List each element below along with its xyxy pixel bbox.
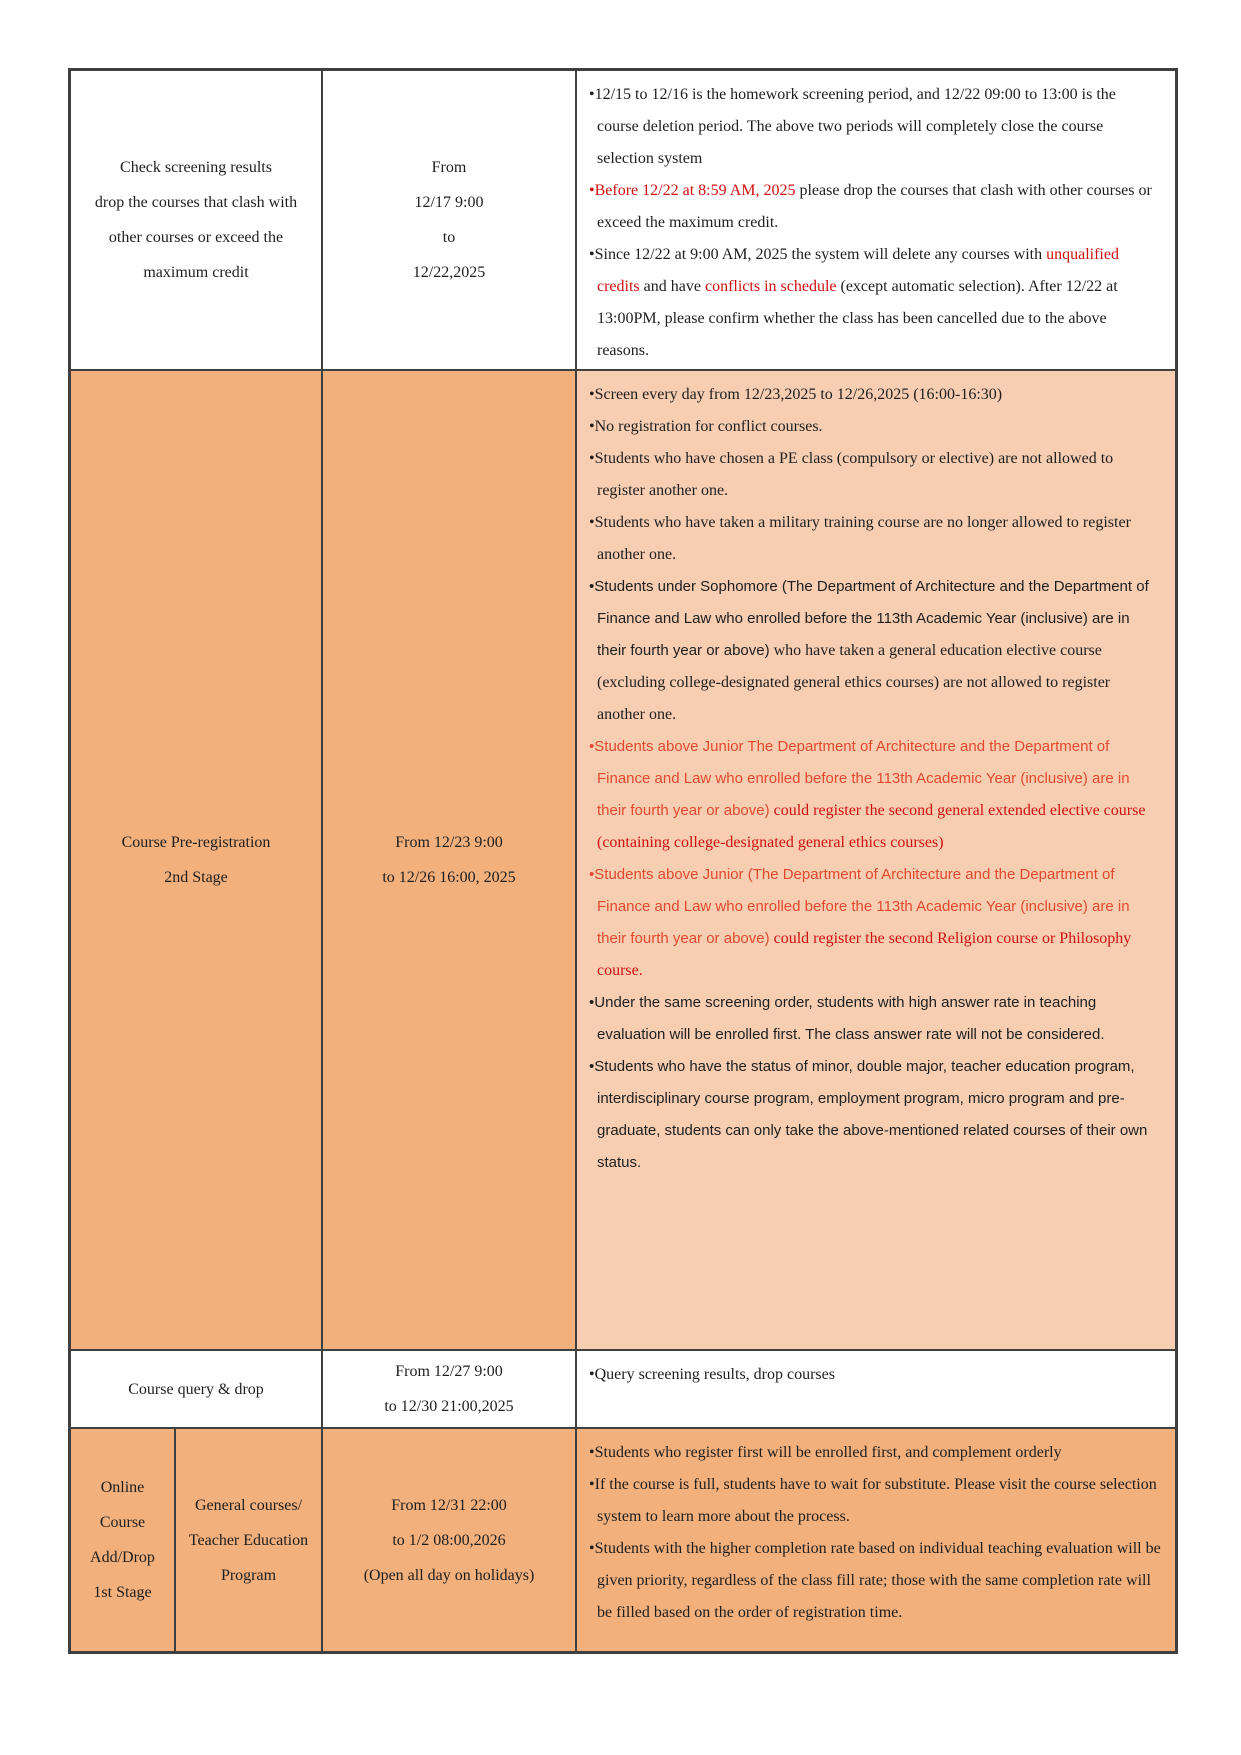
note-text: Students above Junior (The Department of Architecture and the Department of Finance and Law who enrolled before the 113th Academic Year (inclusive) are in their fourth year or above) — [594, 866, 1130, 947]
note-item — [589, 1533, 1161, 1629]
note-item — [589, 987, 1161, 1051]
note-text: could register the second Religion course or Philosophy course. — [597, 930, 1132, 979]
note-item — [589, 1051, 1161, 1179]
note-item — [589, 1469, 1161, 1533]
bullet-icon: • — [589, 514, 595, 531]
preregistration-period-cell — [323, 371, 577, 1351]
note-text: Students who have taken a military training course are no longer allowed to register another one. — [594, 514, 1131, 563]
query-notes-cell — [577, 1351, 1175, 1429]
query-task-cell — [71, 1351, 323, 1429]
adddrop-notes-cell — [577, 1429, 1175, 1651]
note-item — [589, 571, 1161, 731]
text-line: From 12/31 22:00 — [391, 1496, 507, 1514]
note-text: please drop the courses that clash with other courses or exceed the maximum credit. — [597, 182, 1152, 231]
schedule-table — [68, 68, 1178, 1654]
text-line: 12/17 9:00 — [414, 194, 484, 211]
text-line: Course query & drop — [128, 1380, 264, 1398]
bullet-icon: • — [589, 578, 595, 595]
text-line: (Open all day on holidays) — [363, 1566, 535, 1584]
adddrop-stage-cell — [71, 1429, 176, 1651]
text-line: maximum credit — [143, 264, 249, 281]
text-line: to 1/2 08:00,2026 — [392, 1531, 506, 1549]
bullet-icon: • — [589, 866, 595, 883]
text-line: drop the courses that clash with — [94, 194, 298, 211]
text-line: Program — [220, 1566, 277, 1584]
note-text: Students above Junior The Department of Architecture and the Department of Finance and Law who enrolled before the 113th Academic Year (inclusive) are in their fourth year or above) — [594, 738, 1130, 819]
preregistration-notes-cell — [577, 371, 1175, 1351]
note-text: Students who have the status of minor, double major, teacher education program, interdisciplinary course program, employment program, micro program and pre-graduate, students can only take the above-mentioned related courses of their own status. — [594, 1058, 1148, 1171]
adddrop-period-cell — [323, 1429, 577, 1651]
note-text: 12/15 to 12/16 is the homework screening period, and 12/22 09:00 to 13:00 is the course deletion period. The above two periods will completely close the course selection system — [594, 86, 1116, 167]
note-item — [589, 507, 1161, 571]
note-item — [589, 175, 1161, 239]
bullet-icon: • — [589, 182, 595, 199]
text-line: From — [431, 159, 467, 176]
bullet-icon: • — [589, 386, 595, 403]
note-item — [589, 1359, 1161, 1391]
note-text: Query screening results, drop courses — [594, 1366, 835, 1383]
note-text: and have — [639, 278, 705, 295]
note-text: Students with the higher completion rate based on individual teaching evaluation will be given priority, regardless of the class fill rate; those with the same completion rate will be filled based on the order of registration time. — [594, 1540, 1161, 1621]
text-line: Teacher Education — [188, 1531, 309, 1549]
bullet-icon: • — [589, 246, 595, 263]
note-item — [589, 379, 1161, 411]
text-line: Course Pre-registration — [121, 834, 271, 851]
note-item — [589, 731, 1161, 859]
adddrop-category-cell — [176, 1429, 323, 1651]
note-text: Before 12/22 at 8:59 AM, 2025 — [594, 182, 796, 199]
text-line: Add/Drop — [90, 1549, 155, 1566]
note-text: Since 12/22 at 9:00 AM, 2025 the system will delete any courses with — [594, 246, 1047, 263]
bullet-icon: • — [589, 450, 595, 467]
note-text: Under the same screening order, students with high answer rate in teaching evaluation will be enrolled first. The class answer rate will not be considered. — [594, 994, 1105, 1043]
note-item — [589, 411, 1161, 443]
bullet-icon: • — [589, 1366, 595, 1383]
note-item — [589, 239, 1161, 367]
screening-period-cell — [323, 71, 577, 371]
screening-notes-cell — [577, 71, 1175, 371]
text-line: 1st Stage — [93, 1584, 152, 1601]
note-text: could register the second general extended elective course (containing college-designated general ethics courses) — [597, 802, 1146, 851]
bullet-icon: • — [589, 86, 595, 103]
text-line: other courses or exceed the — [108, 229, 284, 246]
note-text: Students who have chosen a PE class (compulsory or elective) are not allowed to register another one. — [594, 450, 1114, 499]
text-line: General courses/ — [194, 1496, 303, 1514]
bullet-icon: • — [589, 1444, 595, 1461]
note-item — [589, 859, 1161, 987]
text-line: 12/22,2025 — [412, 264, 486, 281]
note-text: If the course is full, students have to wait for substitute. Please visit the course selection system to learn more about the process. — [594, 1476, 1157, 1525]
bullet-icon: • — [589, 418, 595, 435]
text-line: to 12/26 16:00, 2025 — [382, 869, 516, 886]
bullet-icon: • — [589, 1058, 595, 1075]
preregistration-task-cell — [71, 371, 323, 1351]
bullet-icon: • — [589, 994, 595, 1011]
note-text: Students who register first will be enrolled first, and complement orderly — [594, 1444, 1062, 1461]
bullet-icon: • — [589, 738, 595, 755]
bullet-icon: • — [589, 1476, 595, 1493]
note-text: No registration for conflict courses. — [594, 418, 823, 435]
query-period-cell — [323, 1351, 577, 1429]
note-item — [589, 443, 1161, 507]
text-line: Online — [100, 1479, 145, 1496]
note-text: Students under Sophomore (The Department of Architecture and the Department of Finance and Law who enrolled before the 113th Academic Year (inclusive) are in their fourth year or above) — [594, 578, 1149, 659]
text-line: From 12/27 9:00 — [395, 1363, 503, 1380]
note-item — [589, 79, 1161, 175]
text-line: 2nd Stage — [164, 869, 228, 886]
text-line: From 12/23 9:00 — [395, 834, 503, 851]
note-text: who have taken a general education elective course (excluding college-designated general ethics courses) are not allowed to register another one. — [597, 642, 1111, 723]
text-line: Course — [99, 1514, 146, 1531]
text-line: to 12/30 21:00,2025 — [384, 1398, 514, 1415]
note-text: (except automatic selection). After 12/22 at 13:00PM, please confirm whether the class has been cancelled due to the above reasons. — [597, 278, 1118, 359]
screening-task-cell — [71, 71, 323, 371]
note-text: unqualified credits — [597, 246, 1119, 295]
text-line: to — [442, 229, 456, 246]
note-text: conflicts in schedule — [704, 278, 837, 295]
note-item — [589, 1437, 1161, 1469]
text-line: Check screening results — [120, 159, 272, 176]
note-text: Screen every day from 12/23,2025 to 12/26,2025 (16:00-16:30) — [594, 386, 1003, 403]
bullet-icon: • — [589, 1540, 595, 1557]
